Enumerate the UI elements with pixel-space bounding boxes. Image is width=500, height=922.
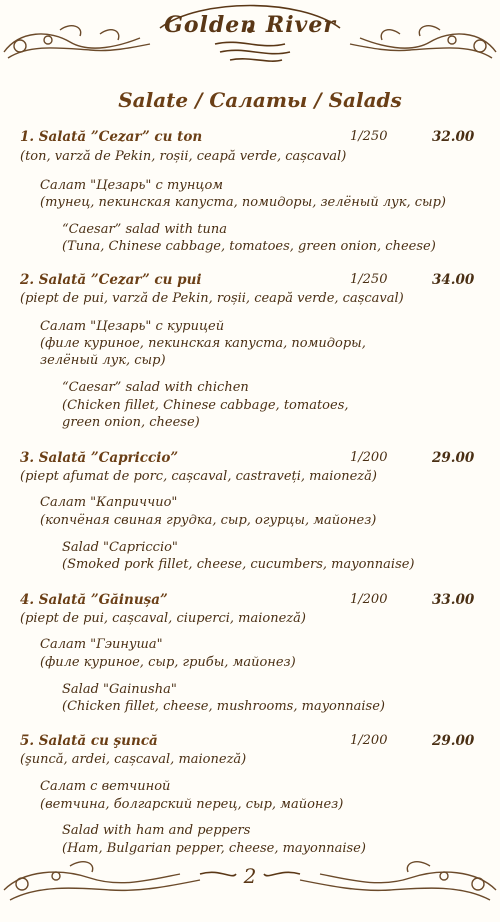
page-number: 2 xyxy=(243,864,257,888)
item-name-en: “Caesar” salad with tuna xyxy=(62,222,227,237)
item-price: 32.00 xyxy=(432,129,475,145)
item-description-ru: (филе куриное, сыр, грибы, майонез) xyxy=(40,655,296,670)
item-price: 29.00 xyxy=(432,450,475,466)
item-name-ru: Салат "Цезарь" с курицей xyxy=(40,319,225,334)
item-price: 29.00 xyxy=(432,733,475,749)
item-description-ro: (piept de pui, cașcaval, ciuperci, maioneză) xyxy=(20,611,306,626)
item-name-ru: Салат "Гэинуша" xyxy=(40,637,163,652)
item-weight: 1/200 xyxy=(350,450,388,465)
item-description-ru: (копчёная свиная грудка, сыр, огурцы, майонез) xyxy=(40,513,377,528)
item-price: 33.00 xyxy=(432,592,475,608)
item-weight: 1/200 xyxy=(350,733,388,748)
item-name-ru: Салат с ветчиной xyxy=(40,779,171,794)
item-description-ro: (piept afumat de porc, cașcaval, castraveți, maioneză) xyxy=(20,469,377,484)
item-name-en: Salad "Capriccio" xyxy=(62,540,178,555)
item-name-en: Salad "Gainusha" xyxy=(62,682,177,697)
page-title: Salate / Салаты / Salads xyxy=(118,88,402,112)
item-name: 3. Salată ”Capriccio” xyxy=(20,450,179,466)
item-name-ru: Салат "Каприччио" xyxy=(40,495,178,510)
item-name: 5. Salată cu şuncă xyxy=(20,733,158,749)
item-weight: 1/200 xyxy=(350,592,388,607)
item-name: 1. Salată ”Cezar” cu ton xyxy=(20,129,203,145)
item-description-en-cont: green onion, cheese) xyxy=(62,415,200,430)
item-description-ro: (şuncă, ardei, cașcaval, maioneză) xyxy=(20,752,247,767)
item-description-ru-cont: зелёный лук, сыр) xyxy=(40,353,166,368)
item-name: 2. Salată ”Cezar” cu pui xyxy=(20,272,202,288)
item-name-ru: Салат "Цезарь" с тунцом xyxy=(40,178,224,193)
item-name-en: Salad with ham and peppers xyxy=(62,823,251,838)
brand-logo: Golden River xyxy=(164,12,336,38)
item-description-ru: (филе куриное, пекинская капуста, помидоры, xyxy=(40,336,366,351)
item-name-en: “Caesar” salad with chichen xyxy=(62,380,249,395)
item-description-en: (Smoked pork fillet, cheese, cucumbers, mayonnaise) xyxy=(62,557,415,572)
item-price: 34.00 xyxy=(432,272,475,288)
item-description-en: (Chicken fillet, cheese, mushrooms, mayonnaise) xyxy=(62,699,385,714)
item-description-ru: (ветчина, болгарский перец, сыр, майонез) xyxy=(40,797,344,812)
item-description-en: (Chicken fillet, Chinese cabbage, tomatoes, xyxy=(62,398,349,413)
item-description-ro: (ton, varză de Pekin, roșii, ceapă verde, cașcaval) xyxy=(20,149,347,164)
item-description-en: (Tuna, Chinese cabbage, tomatoes, green onion, cheese) xyxy=(62,239,436,254)
item-name: 4. Salată ”Găinușa” xyxy=(20,592,168,608)
item-weight: 1/250 xyxy=(350,129,388,144)
item-description-ru: (тунец, пекинская капуста, помидоры, зелёный лук, сыр) xyxy=(40,195,446,210)
item-description-en: (Ham, Bulgarian pepper, cheese, mayonnaise) xyxy=(62,841,366,856)
item-weight: 1/250 xyxy=(350,272,388,287)
item-description-ro: (piept de pui, varză de Pekin, roșii, ceapă verde, cașcaval) xyxy=(20,291,404,306)
